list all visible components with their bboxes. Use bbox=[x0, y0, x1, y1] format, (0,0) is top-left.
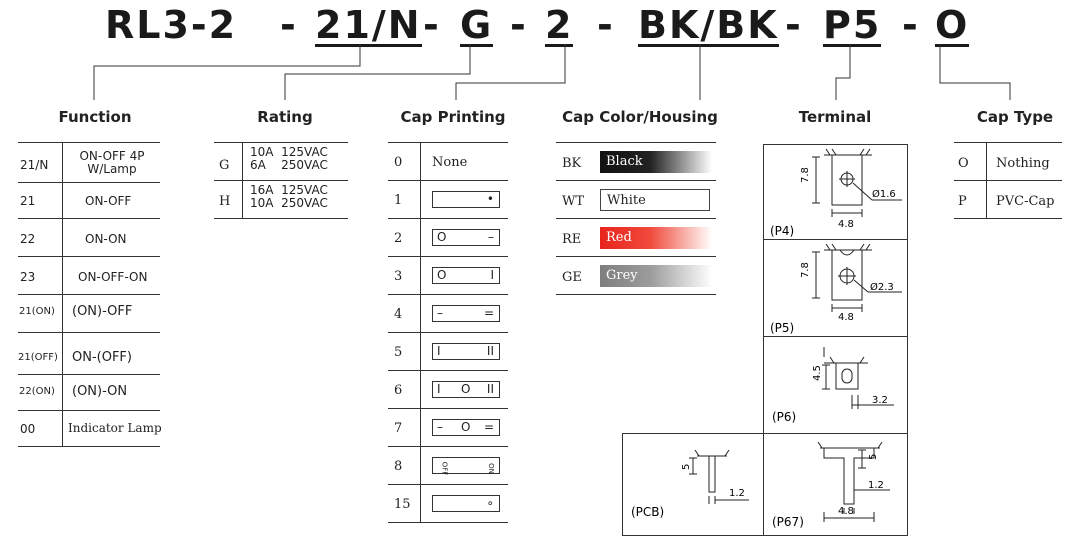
cap-symbol-box bbox=[432, 495, 500, 512]
dim-diameter: Ø2.3 bbox=[870, 282, 894, 293]
row-divider bbox=[18, 374, 160, 375]
cap-symbol-box bbox=[432, 381, 500, 398]
dim-thickness: 1.2 bbox=[868, 480, 884, 491]
code-dash: - bbox=[510, 3, 528, 47]
cap-printing-code: 7 bbox=[394, 421, 403, 436]
cap-symbol-left: OFF bbox=[440, 461, 449, 476]
function-code: 21/N bbox=[20, 158, 49, 172]
cap-printing-code: 0 bbox=[394, 155, 403, 170]
row-divider bbox=[214, 218, 348, 219]
cap-symbol-left: – bbox=[437, 420, 443, 434]
cap-printing-code: 6 bbox=[394, 383, 403, 398]
terminal-label: (P67) bbox=[772, 515, 804, 529]
function-code: 22 bbox=[20, 232, 36, 246]
row-divider bbox=[556, 294, 716, 295]
row-divider bbox=[388, 446, 508, 447]
code-terminal: P5 bbox=[823, 3, 882, 47]
swatch-grey: Grey bbox=[600, 265, 712, 287]
row-divider bbox=[18, 410, 160, 411]
terminal-label: (P6) bbox=[772, 410, 797, 424]
cap-printing-code: 5 bbox=[394, 345, 403, 360]
row-divider bbox=[556, 256, 716, 257]
cap-symbol-box bbox=[432, 419, 500, 436]
cap-symbol-right: • bbox=[486, 192, 494, 206]
rating-code: G bbox=[219, 158, 230, 173]
cap-printing-code: 1 bbox=[394, 193, 403, 208]
code-dash: - bbox=[597, 3, 615, 47]
code-dash: - bbox=[785, 3, 803, 47]
terminal-pcb-drawing bbox=[623, 434, 765, 537]
cap-symbol-left: O bbox=[437, 230, 447, 244]
code-cap-type: O bbox=[935, 3, 970, 47]
row-divider bbox=[214, 142, 348, 143]
row-divider bbox=[18, 182, 160, 183]
row-divider bbox=[18, 218, 160, 219]
cap-symbol-box bbox=[432, 457, 500, 474]
code-dash: - bbox=[902, 3, 920, 47]
cap-type-code: O bbox=[958, 156, 969, 171]
row-divider bbox=[18, 256, 160, 257]
function-desc: ON-OFF bbox=[85, 194, 132, 208]
row-divider bbox=[388, 332, 508, 333]
cap-symbol-right: I bbox=[490, 268, 494, 282]
dim-height: 7.8 bbox=[800, 167, 811, 183]
terminal-p4 bbox=[763, 144, 908, 240]
function-desc: (ON)-ON bbox=[72, 384, 128, 399]
cap-symbol-box bbox=[432, 305, 500, 322]
cap-printing-code: 4 bbox=[394, 307, 403, 322]
cap-symbol-left: O bbox=[437, 268, 447, 282]
swatch-black: Black bbox=[600, 151, 712, 173]
function-code: 21(ON) bbox=[19, 306, 55, 317]
row-divider bbox=[954, 142, 1062, 143]
function-code: 00 bbox=[20, 422, 36, 436]
rating-line: 6A 250VAC bbox=[250, 158, 328, 172]
terminal-p67-drawing bbox=[764, 434, 909, 537]
swatch-red: Red bbox=[600, 227, 712, 249]
dim-width: 3.2 bbox=[872, 395, 888, 406]
code-dash: - bbox=[423, 3, 441, 47]
header-cap-type: Cap Type bbox=[976, 108, 1054, 126]
code-function: 21/N bbox=[315, 3, 422, 47]
cap-symbol-right: – bbox=[488, 230, 494, 244]
cap-printing-code: 8 bbox=[394, 459, 403, 474]
cap-printing-code: 2 bbox=[394, 231, 403, 246]
cap-symbol-right: II bbox=[486, 344, 494, 358]
row-divider bbox=[556, 180, 716, 181]
cap-symbol-box bbox=[432, 267, 500, 284]
cap-symbol-right: ON bbox=[486, 463, 495, 474]
cap-type-code: P bbox=[958, 194, 967, 209]
cap-symbol-box bbox=[432, 191, 500, 208]
cap-symbol-left: I bbox=[437, 382, 441, 396]
code-rating: G bbox=[460, 3, 494, 47]
terminal-label: (P4) bbox=[770, 224, 795, 238]
dim-width: 4.8 bbox=[838, 219, 854, 230]
cap-symbol-right: = bbox=[483, 420, 494, 434]
row-divider bbox=[388, 370, 508, 371]
cap-color-code: BK bbox=[562, 156, 582, 171]
code-dash: - bbox=[280, 3, 298, 47]
rating-line: 10A 125VAC bbox=[250, 145, 328, 159]
rating-line: 10A 250VAC bbox=[250, 196, 328, 210]
dim-height: 5 bbox=[681, 463, 692, 470]
row-divider bbox=[214, 180, 348, 181]
header-terminal: Terminal bbox=[798, 108, 872, 126]
row-divider bbox=[18, 446, 160, 447]
row-divider bbox=[388, 142, 508, 143]
row-divider bbox=[18, 332, 160, 333]
row-divider bbox=[18, 142, 160, 143]
terminal-p5 bbox=[763, 239, 908, 337]
cap-symbol-left: – bbox=[437, 306, 443, 320]
row-divider bbox=[954, 180, 1062, 181]
cap-symbol-box bbox=[432, 229, 500, 246]
header-cap-color: Cap Color/Housing bbox=[562, 108, 718, 126]
dim-height: 7.8 bbox=[800, 262, 811, 278]
terminal-label: (P5) bbox=[770, 321, 795, 335]
row-divider bbox=[18, 294, 160, 295]
cap-printing-code: 3 bbox=[394, 269, 403, 284]
cap-type-desc: PVC-Cap bbox=[996, 194, 1055, 209]
row-divider bbox=[556, 218, 716, 219]
cap-color-code: RE bbox=[562, 232, 582, 247]
function-desc: Indicator Lamp bbox=[68, 421, 162, 435]
header-rating: Rating bbox=[257, 108, 313, 126]
function-desc: ON-(OFF) bbox=[72, 350, 132, 365]
code-cap-printing: 2 bbox=[545, 3, 574, 47]
cap-symbol-mid: O bbox=[461, 420, 471, 434]
cap-symbol-box bbox=[432, 343, 500, 360]
rating-code: H bbox=[219, 194, 231, 209]
cap-symbol-mid: O bbox=[461, 382, 471, 396]
row-divider bbox=[388, 408, 508, 409]
row-divider bbox=[388, 484, 508, 485]
connector-lines bbox=[0, 0, 1089, 120]
cap-symbol-right: ∘ bbox=[486, 496, 494, 510]
function-code: 21(OFF) bbox=[18, 352, 58, 363]
terminal-label: (PCB) bbox=[631, 505, 665, 519]
terminal-p6 bbox=[763, 336, 908, 434]
cap-color-code: WT bbox=[562, 194, 585, 209]
row-divider bbox=[388, 294, 508, 295]
header-function: Function bbox=[58, 108, 132, 126]
terminal-p67 bbox=[763, 433, 908, 536]
function-desc: (ON)-OFF bbox=[72, 304, 133, 319]
dim-width: 1.2 bbox=[729, 488, 745, 499]
cap-color-code: GE bbox=[562, 270, 582, 285]
cap-symbol-right: II bbox=[486, 382, 494, 396]
code-cap-color: BK/BK bbox=[638, 3, 779, 47]
function-desc: ON-OFF 4P W/Lamp bbox=[79, 149, 145, 176]
function-desc: ON-OFF-ON bbox=[78, 270, 148, 284]
swatch-white: White bbox=[600, 189, 710, 211]
dim-width: 4.8 bbox=[838, 506, 854, 517]
cap-printing-code: 15 bbox=[394, 497, 411, 512]
terminal-p4-drawing bbox=[764, 145, 909, 241]
dim-width: 4.8 bbox=[838, 312, 854, 323]
dim-diameter: Ø1.6 bbox=[872, 189, 896, 200]
terminal-p5-drawing bbox=[764, 240, 909, 338]
rating-line: 16A 125VAC bbox=[250, 183, 328, 197]
code-prefix: RL3-2 bbox=[105, 3, 238, 47]
header-cap-printing: Cap Printing bbox=[400, 108, 506, 126]
function-code: 23 bbox=[20, 270, 36, 284]
dim-height: 4.5 bbox=[812, 365, 823, 381]
function-code: 22(ON) bbox=[19, 386, 55, 397]
row-divider bbox=[388, 218, 508, 219]
cap-symbol-left: I bbox=[437, 344, 441, 358]
row-divider bbox=[388, 180, 508, 181]
cap-symbol-right: = bbox=[483, 306, 494, 320]
function-desc: ON-ON bbox=[85, 232, 127, 246]
cap-type-desc: Nothing bbox=[996, 156, 1050, 171]
cap-printing-text: None bbox=[432, 155, 468, 170]
function-code: 21 bbox=[20, 194, 36, 208]
row-divider bbox=[388, 522, 508, 523]
row-divider bbox=[954, 218, 1062, 219]
row-divider bbox=[556, 142, 716, 143]
terminal-p6-drawing bbox=[764, 337, 909, 435]
dim-height: 5 bbox=[868, 453, 879, 460]
terminal-pcb bbox=[622, 433, 764, 536]
row-divider bbox=[388, 256, 508, 257]
